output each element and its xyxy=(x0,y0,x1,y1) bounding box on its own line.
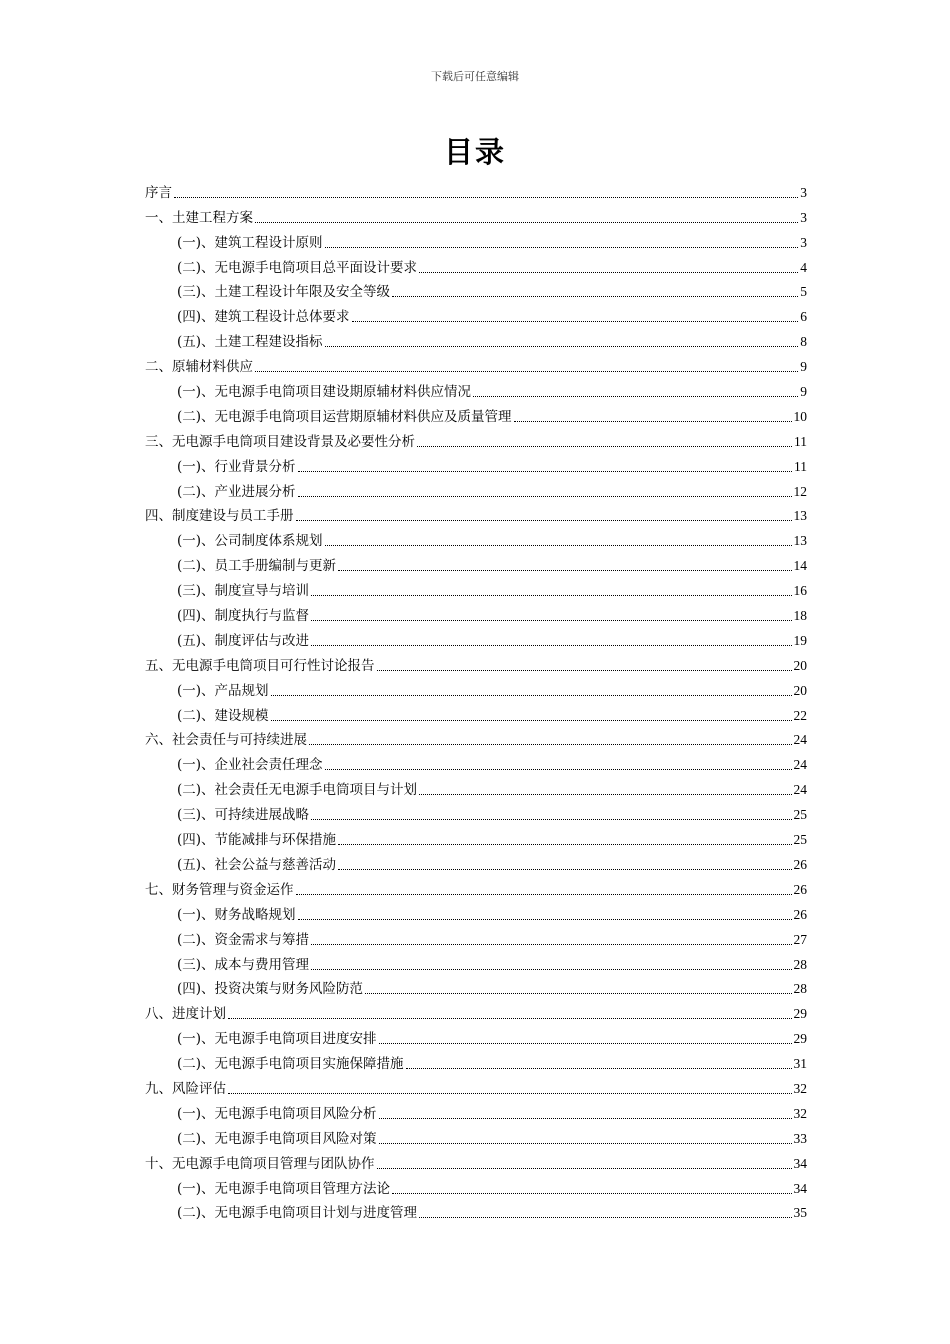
toc-page-number: 13 xyxy=(793,533,807,549)
toc-entry-text: 二、原辅材料供应 xyxy=(145,359,253,376)
toc-page-number: 28 xyxy=(793,981,807,997)
toc-page-number: 6 xyxy=(800,309,807,325)
toc-page-number: 25 xyxy=(793,807,807,823)
toc-entry-text: (一)、建筑工程设计原则 xyxy=(177,234,323,251)
toc-entry-text: (四)、建筑工程设计总体要求 xyxy=(177,309,350,326)
toc-dot-leader xyxy=(338,570,791,571)
toc-dot-leader xyxy=(325,247,799,248)
toc-entry-text: (二)、无电源手电筒项目计划与进度管理 xyxy=(177,1205,418,1222)
toc-dot-leader xyxy=(255,371,798,372)
toc-entry[interactable] xyxy=(145,451,807,476)
toc-entry[interactable] xyxy=(145,949,807,974)
toc-entry-text: (一)、无电源手电筒项目风险分析 xyxy=(177,1105,377,1122)
toc-entry[interactable] xyxy=(145,550,807,575)
toc-entry[interactable] xyxy=(145,202,807,227)
toc-entry-text: 三、无电源手电筒项目建设背景及必要性分析 xyxy=(145,433,415,450)
toc-entry-text: (一)、无电源手电筒项目进度安排 xyxy=(177,1031,377,1048)
toc-dot-leader xyxy=(174,197,798,198)
toc-entry-text: (二)、无电源手电筒项目运营期原辅材料供应及质量管理 xyxy=(177,408,512,425)
toc-entry-text: 序言 xyxy=(145,184,172,201)
toc-entry[interactable] xyxy=(145,401,807,426)
toc-entry-text: (一)、财务战略规划 xyxy=(177,906,296,923)
toc-entry[interactable] xyxy=(145,575,807,600)
toc-dot-leader xyxy=(419,272,798,273)
toc-page-number: 11 xyxy=(794,458,807,474)
toc-page-number: 19 xyxy=(793,632,807,648)
toc-entry[interactable] xyxy=(145,774,807,799)
toc-dot-leader xyxy=(379,1118,792,1119)
toc-entry-text: (三)、制度宣导与培训 xyxy=(177,583,310,600)
toc-dot-leader xyxy=(311,595,791,596)
table-of-contents xyxy=(145,177,807,1222)
toc-page-number: 12 xyxy=(793,483,807,499)
toc-dot-leader xyxy=(379,1043,792,1044)
toc-entry[interactable] xyxy=(145,1123,807,1148)
toc-entry[interactable] xyxy=(145,1148,807,1173)
toc-entry[interactable] xyxy=(145,1023,807,1048)
toc-dot-leader xyxy=(228,1018,792,1019)
toc-page-number: 20 xyxy=(793,682,807,698)
toc-entry-text: (二)、无电源手电筒项目风险对策 xyxy=(177,1130,377,1147)
toc-page-number: 3 xyxy=(800,209,807,225)
toc-entry-text: 十、无电源手电筒项目管理与团队协作 xyxy=(145,1155,375,1172)
toc-title: 目录 xyxy=(443,135,506,169)
toc-entry-text: 六、社会责任与可持续进展 xyxy=(145,732,307,749)
toc-entry-text: (二)、无电源手电筒项目实施保障措施 xyxy=(177,1056,404,1073)
toc-entry[interactable] xyxy=(145,650,807,675)
toc-dot-leader xyxy=(325,346,799,347)
toc-page-number: 14 xyxy=(793,558,807,574)
toc-entry-text: (一)、产品规划 xyxy=(177,682,269,699)
toc-page-number: 3 xyxy=(800,184,807,200)
toc-entry[interactable] xyxy=(145,874,807,899)
toc-dot-leader xyxy=(406,1068,792,1069)
toc-page-number: 3 xyxy=(800,234,807,250)
toc-page-number: 16 xyxy=(793,583,807,599)
toc-entry[interactable] xyxy=(145,1173,807,1198)
toc-entry[interactable] xyxy=(145,277,807,302)
toc-entry-text: (三)、成本与费用管理 xyxy=(177,956,310,973)
toc-entry[interactable] xyxy=(145,700,807,725)
toc-dot-leader xyxy=(419,794,791,795)
toc-page-number: 35 xyxy=(793,1205,807,1221)
toc-entry-text: (二)、资金需求与筹措 xyxy=(177,931,310,948)
toc-entry[interactable] xyxy=(145,351,807,376)
toc-page-number: 9 xyxy=(800,384,807,400)
toc-page-number: 20 xyxy=(793,657,807,673)
toc-dot-leader xyxy=(514,421,792,422)
toc-dot-leader xyxy=(271,720,792,721)
toc-entry-text: (二)、建设规模 xyxy=(177,707,269,724)
toc-entry[interactable] xyxy=(145,252,807,277)
toc-page-number: 34 xyxy=(793,1155,807,1171)
toc-entry-text: (二)、社会责任无电源手电筒项目与计划 xyxy=(177,782,418,799)
toc-dot-leader xyxy=(419,1217,791,1218)
toc-entry[interactable] xyxy=(145,1073,807,1098)
toc-page-number: 28 xyxy=(793,956,807,972)
toc-entry[interactable] xyxy=(145,824,807,849)
toc-dot-leader xyxy=(311,620,791,621)
toc-page-number: 18 xyxy=(793,608,807,624)
toc-page-number: 29 xyxy=(793,1031,807,1047)
toc-entry[interactable] xyxy=(145,476,807,501)
toc-entry[interactable] xyxy=(145,799,807,824)
toc-dot-leader xyxy=(338,844,791,845)
toc-page-number: 26 xyxy=(793,906,807,922)
toc-entry[interactable] xyxy=(145,675,807,700)
toc-entry-text: (四)、节能减排与环保措施 xyxy=(177,832,337,849)
toc-page-number: 5 xyxy=(800,284,807,300)
toc-dot-leader xyxy=(296,520,792,521)
toc-page-number: 32 xyxy=(793,1105,807,1121)
toc-entry-text: (二)、产业进展分析 xyxy=(177,483,296,500)
toc-entry-text: (二)、员工手册编制与更新 xyxy=(177,558,337,575)
toc-dot-leader xyxy=(325,769,792,770)
toc-entry-text: 五、无电源手电筒项目可行性讨论报告 xyxy=(145,657,375,674)
toc-entry[interactable] xyxy=(145,725,807,750)
toc-entry[interactable] xyxy=(145,1048,807,1073)
toc-entry-text: 七、财务管理与资金运作 xyxy=(145,881,294,898)
toc-page-number: 29 xyxy=(793,1006,807,1022)
toc-page-number: 24 xyxy=(793,782,807,798)
toc-dot-leader xyxy=(338,869,791,870)
toc-dot-leader xyxy=(298,496,792,497)
toc-entry[interactable] xyxy=(145,924,807,949)
toc-entry[interactable] xyxy=(145,376,807,401)
toc-page-number: 34 xyxy=(793,1180,807,1196)
toc-entry-text: 一、土建工程方案 xyxy=(145,209,253,226)
toc-entry[interactable] xyxy=(145,1198,807,1223)
toc-page-number: 13 xyxy=(793,508,807,524)
toc-entry[interactable] xyxy=(145,600,807,625)
toc-page-number: 4 xyxy=(800,259,807,275)
toc-entry[interactable] xyxy=(145,525,807,550)
toc-dot-leader xyxy=(309,744,792,745)
toc-dot-leader xyxy=(379,1143,792,1144)
toc-entry[interactable] xyxy=(145,899,807,924)
toc-entry[interactable] xyxy=(145,1098,807,1123)
toc-page-number: 10 xyxy=(793,408,807,424)
toc-dot-leader xyxy=(417,446,792,447)
toc-dot-leader xyxy=(392,296,798,297)
toc-entry-text: (一)、企业社会责任理念 xyxy=(177,757,323,774)
toc-entry-text: 九、风险评估 xyxy=(145,1080,226,1097)
toc-entry-text: (五)、社会公益与慈善活动 xyxy=(177,856,337,873)
toc-dot-leader xyxy=(298,919,792,920)
toc-entry[interactable] xyxy=(145,625,807,650)
toc-dot-leader xyxy=(473,396,798,397)
toc-entry[interactable] xyxy=(145,326,807,351)
toc-entry-text: (四)、投资决策与财务风险防范 xyxy=(177,981,364,998)
toc-entry-text: (一)、行业背景分析 xyxy=(177,458,296,475)
toc-dot-leader xyxy=(311,944,791,945)
toc-entry[interactable] xyxy=(145,974,807,999)
toc-entry-text: (一)、无电源手电筒项目建设期原辅材料供应情况 xyxy=(177,384,472,401)
toc-page-number: 11 xyxy=(794,433,807,449)
toc-entry[interactable] xyxy=(145,998,807,1023)
toc-page-number: 26 xyxy=(793,881,807,897)
toc-dot-leader xyxy=(392,1193,791,1194)
toc-page-number: 31 xyxy=(793,1056,807,1072)
toc-dot-leader xyxy=(377,670,792,671)
toc-page-number: 26 xyxy=(793,856,807,872)
toc-dot-leader xyxy=(255,222,798,223)
toc-entry-text: (三)、可持续进展战略 xyxy=(177,807,310,824)
toc-entry-text: (一)、无电源手电筒项目管理方法论 xyxy=(177,1180,391,1197)
toc-dot-leader xyxy=(311,645,791,646)
toc-entry-text: (二)、无电源手电筒项目总平面设计要求 xyxy=(177,259,418,276)
toc-dot-leader xyxy=(228,1093,792,1094)
toc-dot-leader xyxy=(377,1168,792,1169)
toc-dot-leader xyxy=(325,545,792,546)
toc-dot-leader xyxy=(311,969,791,970)
toc-entry-text: (五)、制度评估与改进 xyxy=(177,632,310,649)
toc-entry[interactable] xyxy=(145,749,807,774)
toc-entry[interactable] xyxy=(145,227,807,252)
toc-entry[interactable] xyxy=(145,177,807,202)
toc-entry-text: (一)、公司制度体系规划 xyxy=(177,533,323,550)
toc-entry-text: 四、制度建设与员工手册 xyxy=(145,508,294,525)
toc-entry-text: (三)、土建工程设计年限及安全等级 xyxy=(177,284,391,301)
toc-page-number: 24 xyxy=(793,732,807,748)
toc-page-number: 32 xyxy=(793,1080,807,1096)
toc-dot-leader xyxy=(298,471,792,472)
toc-page-number: 33 xyxy=(793,1130,807,1146)
toc-entry[interactable] xyxy=(145,849,807,874)
toc-entry[interactable] xyxy=(145,501,807,526)
toc-dot-leader xyxy=(271,695,792,696)
toc-page-number: 8 xyxy=(800,334,807,350)
toc-dot-leader xyxy=(365,993,791,994)
toc-dot-leader xyxy=(296,894,792,895)
toc-entry[interactable] xyxy=(145,426,807,451)
toc-page-number: 27 xyxy=(793,931,807,947)
toc-entry-text: 八、进度计划 xyxy=(145,1006,226,1023)
toc-entry-text: (四)、制度执行与监督 xyxy=(177,608,310,625)
toc-entry[interactable] xyxy=(145,301,807,326)
toc-page-number: 25 xyxy=(793,832,807,848)
toc-dot-leader xyxy=(311,819,791,820)
toc-entry-text: (五)、土建工程建设指标 xyxy=(177,334,323,351)
toc-dot-leader xyxy=(352,321,799,322)
toc-page-number: 24 xyxy=(793,757,807,773)
toc-page-number: 22 xyxy=(793,707,807,723)
toc-page-number: 9 xyxy=(800,359,807,375)
header-note: 下载后可任意编辑 xyxy=(431,70,519,83)
